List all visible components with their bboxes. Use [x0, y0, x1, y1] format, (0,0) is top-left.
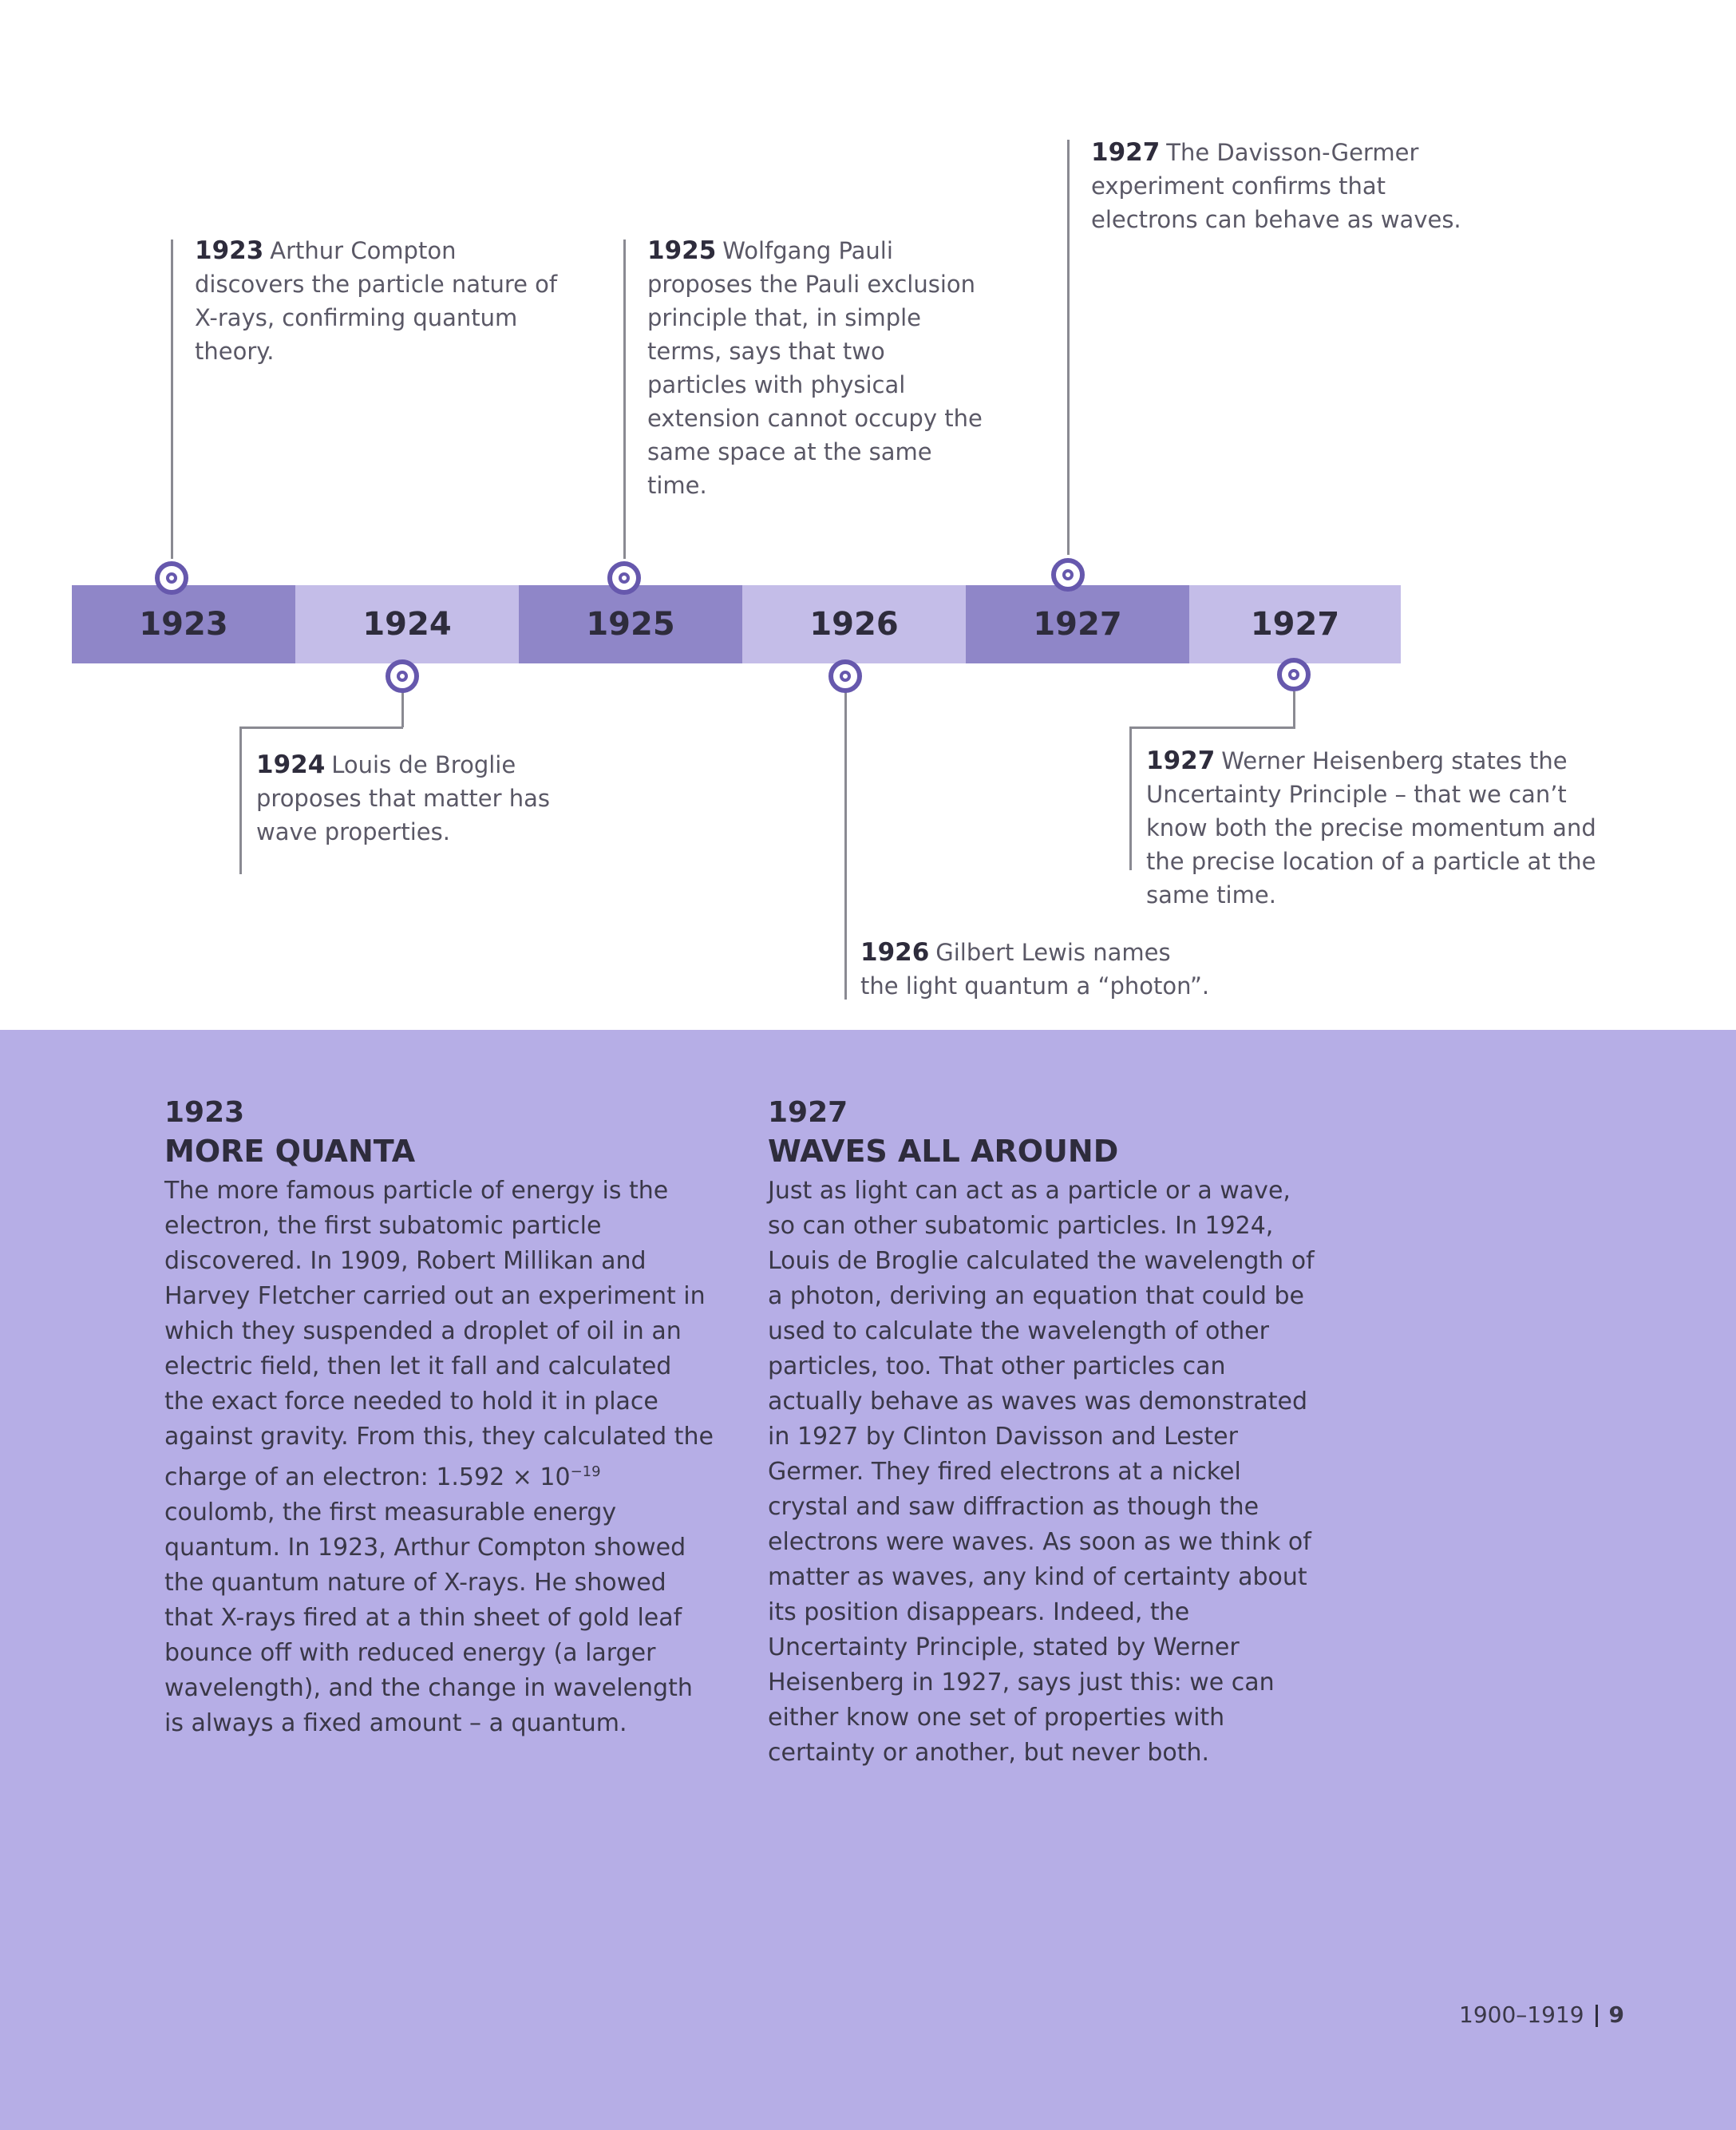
- article-waves-all-around: [768, 1094, 1319, 1771]
- article-more-quanta: [164, 1094, 715, 1741]
- timeline-marker-icon: [1051, 558, 1085, 592]
- event-year: 1926: [860, 938, 930, 967]
- timeline-marker-icon: [386, 659, 419, 693]
- timeline-event-1927-heisenberg: [1146, 744, 1633, 912]
- connector-line: [1129, 726, 1295, 729]
- event-text: Wolfgang Pauli proposes the Pauli exclusion principle that, in simple terms, says that two particles with physical extension cannot occupy the same space at the same time.: [647, 237, 983, 499]
- event-year: 1927: [1091, 138, 1161, 167]
- connector-line: [239, 726, 403, 729]
- connector-line: [1293, 691, 1295, 727]
- article-body: Just as light can act as a particle or a wave, so can other subatomic particles. In 1924, Louis de Broglie calculated the wavelength of a photon, deriving an equation that could be used to calculate the wavelength of other particles, too. That other particles can actually behave as waves was demonstrated in 1927 by Clinton Davisson and Lester Germer. They fired electrons at a nickel crystal and saw diffraction as though the electrons were waves. As soon as we think of matter as waves, any kind of certainty about its position disappears. Indeed, the Uncertainty Principle, stated by Werner Heisenberg in 1927, says just this: we can either know one set of properties with certainty or another, but never both.: [768, 1177, 1315, 1767]
- page-footer: [1459, 2001, 1624, 2028]
- event-text: The Davisson-Germer experiment confirms that electrons can behave as waves.: [1091, 139, 1461, 233]
- timeline-marker-icon: [828, 659, 862, 693]
- article-body: The more famous particle of energy is the electron, the first subatomic particle discovered. In 1909, Robert Millikan and Harvey Fletcher carried out an experiment in which they suspended a droplet of oil in an electric field, then let it fall and calculated the exact force needed to hold it in place against gravity. From this, they calculated the charge of an electron: $1.592 \times 10^{-19}$ coulomb, the first measurable energy quantum. In 1923, Arthur Compton showed the quantum nature of X-rays. He showed that X-rays fired at a thin sheet of gold leaf bounce off with reduced energy (a larger wavelength), and the change in wavelength is always a fixed amount – a quantum.: [164, 1177, 714, 1737]
- article-heading: MORE QUANTA: [164, 1134, 416, 1169]
- timeline-segment-1927b: 1927: [1189, 585, 1401, 663]
- event-text: Arthur Compton discovers the particle nature of X-rays, confirming quantum theory.: [195, 237, 558, 365]
- timeline-event-1923: [195, 234, 570, 368]
- timeline-segment-1923: 1923: [72, 585, 295, 663]
- footer-divider: [1596, 2005, 1598, 2027]
- event-text: Gilbert Lewis names the light quantum a “photon”.: [860, 939, 1210, 1000]
- timeline-segment-1925: 1925: [519, 585, 742, 663]
- timeline-bar: [72, 585, 1401, 663]
- event-year: 1924: [256, 750, 326, 779]
- event-text: Werner Heisenberg states the Uncertainty Principle – that we can’t know both the precise momentum and the precise location of a particle at the same time.: [1146, 747, 1596, 909]
- event-year: 1923: [195, 236, 264, 265]
- timeline-marker-icon: [1277, 658, 1311, 691]
- chapter-range: 1900–1919: [1459, 2001, 1584, 2028]
- connector-line: [239, 726, 242, 874]
- exponent: −19: [570, 1463, 601, 1480]
- event-text: Louis de Broglie proposes that matter has wave properties.: [256, 751, 550, 845]
- connector-line: [1129, 726, 1132, 870]
- connector-line: [844, 691, 847, 1000]
- connector-line: [171, 240, 173, 559]
- article-year: 1923: [164, 1096, 245, 1129]
- page-number: 9: [1608, 2001, 1624, 2028]
- timeline-segment-1926: 1926: [742, 585, 966, 663]
- timeline-event-1927-davisson: [1091, 136, 1482, 236]
- timeline-marker-icon: [607, 561, 641, 595]
- connector-line: [623, 240, 626, 559]
- timeline-event-1926: [860, 936, 1212, 1003]
- connector-line: [401, 691, 404, 727]
- event-year: 1925: [647, 236, 717, 265]
- timeline-segment-1924: 1924: [295, 585, 519, 663]
- article-year: 1927: [768, 1096, 848, 1129]
- connector-line: [1067, 140, 1070, 555]
- timeline-marker-icon: [155, 561, 188, 595]
- event-year: 1927: [1146, 746, 1216, 775]
- timeline-event-1924: [256, 748, 575, 849]
- timeline-segment-1927a: 1927: [966, 585, 1189, 663]
- article-heading: WAVES ALL AROUND: [768, 1134, 1119, 1169]
- timeline-event-1925: [647, 234, 983, 502]
